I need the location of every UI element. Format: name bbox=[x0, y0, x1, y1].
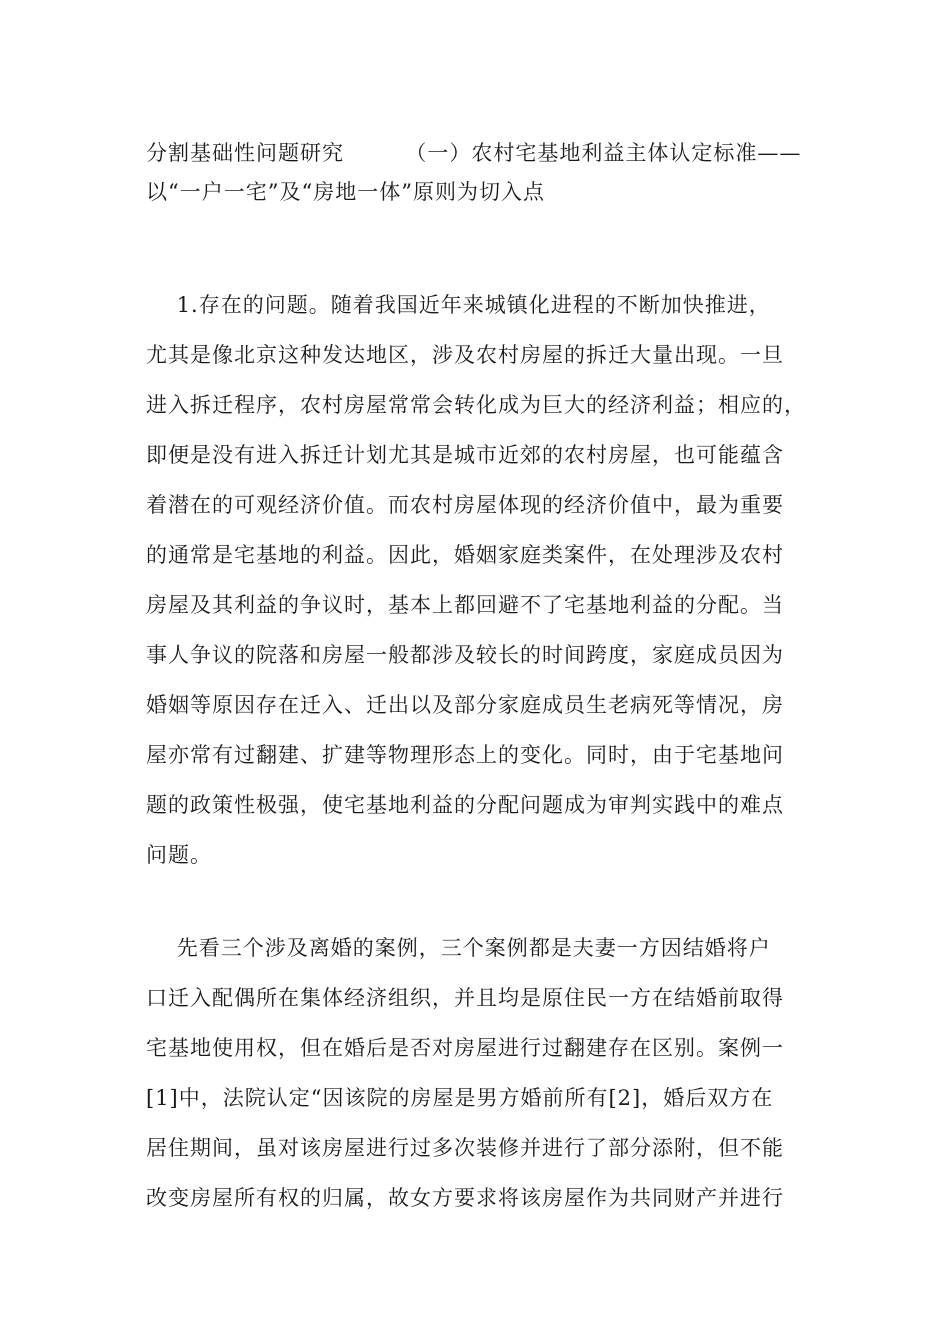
paragraph-line: 房屋及其利益的争议时，基本上都回避不了宅基地利益的分配。当 bbox=[146, 593, 784, 617]
paragraph-line: 屋亦常有过翻建、扩建等物理形态上的变化。同时，由于宅基地问 bbox=[146, 743, 784, 767]
paragraph-line: 1.存在的问题。随着我国近年来城镇化进程的不断加快推进， bbox=[146, 293, 771, 317]
paragraph-existing-problems bbox=[146, 280, 816, 880]
paragraph-line: 进入拆迁程序，农村房屋常常会转化成为巨大的经济利益；相应的， bbox=[146, 393, 806, 417]
paragraph-line: 题的政策性极强，使宅基地利益的分配问题成为审判实践中的难点 bbox=[146, 793, 784, 817]
paragraph-line: 尤其是像北京这种发达地区，涉及农村房屋的拆迁大量出现。一旦 bbox=[146, 343, 784, 367]
paragraph-line: 居住期间，虽对该房屋进行过多次装修并进行了部分添附，但不能 bbox=[146, 1136, 784, 1160]
paragraph-line: 着潜在的可观经济价值。而农村房屋体现的经济价值中，最为重要 bbox=[146, 493, 784, 517]
paragraph-line: 改变房屋所有权的归属，故女方要求将该房屋作为共同财产并进行 bbox=[146, 1186, 784, 1210]
paragraph-line: 口迁入配偶所在集体经济组织，并且均是原住民一方在结婚前取得 bbox=[146, 986, 784, 1010]
paragraph-line: 即便是没有进入拆迁计划尤其是城市近郊的农村房屋，也可能蕴含 bbox=[146, 443, 784, 467]
paragraph-line: [1]中，法院认定“因该院的房屋是男方婚前所有[2]，婚后双方在 bbox=[146, 1086, 774, 1110]
paragraph-line: 事人争议的院落和房屋一般都涉及较长的时间跨度，家庭成员因为 bbox=[146, 643, 784, 667]
paragraph-line: 婚姻等原因存在迁入、迁出以及部分家庭成员生老病死等情况，房 bbox=[146, 693, 784, 717]
heading-line: 分割基础性问题研究 （一）农村宅基地利益主体认定标准—— bbox=[146, 141, 802, 165]
paragraph-line: 先看三个涉及离婚的案例，三个案例都是夫妻一方因结婚将户 bbox=[146, 936, 771, 960]
paragraph-line: 宅基地使用权，但在婚后是否对房屋进行过翻建存在区别。案例一 bbox=[146, 1036, 784, 1060]
paragraph-case-examples bbox=[146, 923, 816, 1223]
section-heading bbox=[146, 134, 816, 212]
paragraph-line: 问题。 bbox=[146, 843, 212, 867]
heading-line: 以“一户一宅”及“房地一体”原则为切入点 bbox=[146, 180, 545, 204]
paragraph-line: 的通常是宅基地的利益。因此，婚姻家庭类案件，在处理涉及农村 bbox=[146, 543, 784, 567]
